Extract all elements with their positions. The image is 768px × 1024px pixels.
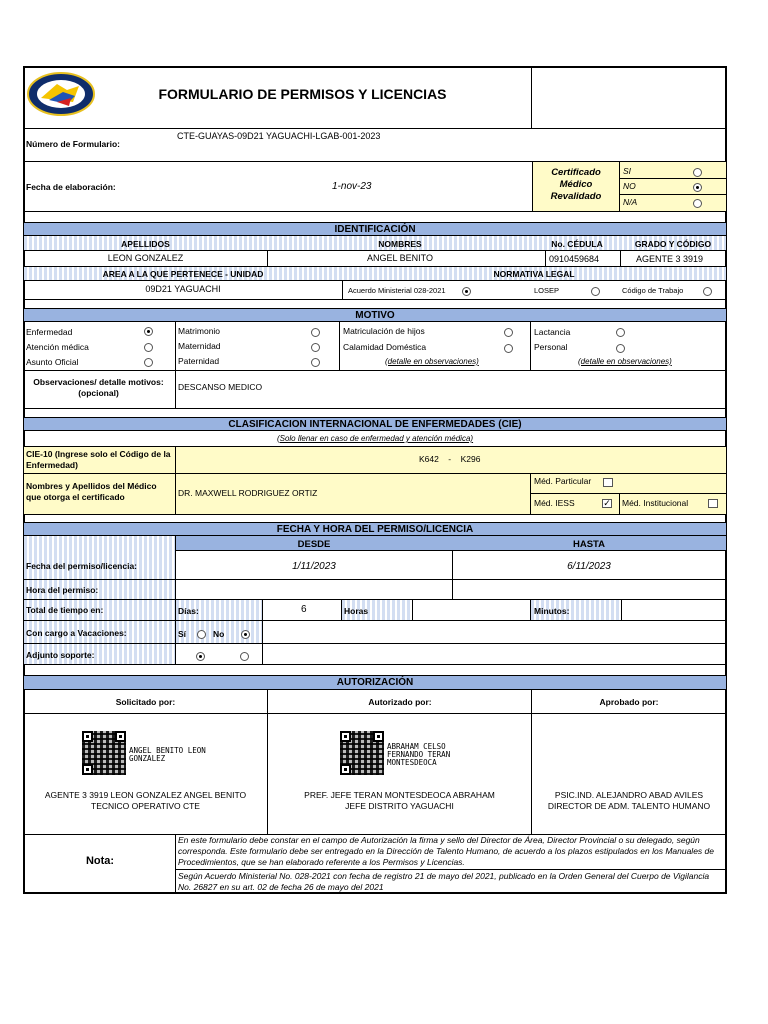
area-value: 09D21 YAGUACHI (145, 284, 221, 294)
motivo-radio-matrimonio[interactable] (311, 328, 320, 337)
minutos-label: Minutos: (534, 606, 570, 616)
cert-option-no: NO (623, 181, 636, 191)
observaciones-label: Observaciones/ detalle motivos: (opcional) (33, 377, 164, 398)
nota-text-1: En este formulario debe constar en el campo de Autorización la firma y sello del Director de Área, Director Provincial o su delegado, según corresponda. Este formulario debe ser entregado en la Dirección de Talento Humano, de acuerdo a los plazos estipulados en los Manuales de Procedimientos, que se han elaborado referente a los Permisos y Licencias. (178, 835, 714, 867)
logo (27, 72, 95, 116)
detalle-observaciones-2: (detalle en observaciones) (578, 357, 672, 366)
numero-label: Número de Formulario: (26, 139, 120, 149)
motivo-calamidad: Calamidad Doméstica (343, 342, 427, 352)
adjunto-radio-1[interactable] (196, 652, 205, 661)
grado-label: GRADO Y CÓDIGO (634, 239, 712, 249)
certificado-box (532, 162, 620, 211)
med-institucional-label: Méd. Institucional (622, 498, 689, 508)
nota-text-2: Según Acuerdo Ministerial No. 028-2021 con fecha de registro 21 de mayo del 2021, publicado en la Orden General del Cuerpo de Vigilancia No. 26827 en su art. 02 de fecha 26 de mayo del 2021 (178, 871, 710, 892)
autorizador-info: PREF. JEFE TERAN MONTESDEOCA ABRAHAM JEFE DISTRITO YAGUACHI (304, 790, 495, 811)
motivo-section-title: MOTIVO (24, 308, 726, 322)
motivo-radio-calamidad[interactable] (504, 344, 513, 353)
vacaciones-no-label: No (213, 629, 225, 639)
fecha-permiso-label: Fecha del permiso/licencia: (26, 561, 138, 571)
motivo-personal: Personal (534, 342, 568, 352)
form-title: FORMULARIO DE PERMISOS Y LICENCIAS (158, 86, 447, 102)
horas-label: Horas (344, 606, 369, 616)
fecha-elaboracion-value: 1-nov-23 (332, 181, 372, 192)
signature-name-autorizador: ABRAHAM CELSO FERNANDO TERAN MONTESDEOCA (387, 742, 451, 767)
aprobado-label: Aprobado por: (599, 697, 659, 707)
adjunto-label: Adjunto soporte: (26, 650, 95, 660)
motivo-radio-atencion[interactable] (144, 343, 153, 352)
motivo-enfermedad: Enfermedad (26, 327, 73, 337)
aprobador-info: PSIC.IND. ALEJANDRO ABAD AVILES DIRECTOR DE ADM. TALENTO HUMANO (547, 790, 711, 811)
qr-signature-solicitante (82, 731, 128, 777)
motivo-maternidad: Maternidad (178, 341, 221, 351)
cert-radio-si[interactable] (693, 168, 702, 177)
vacaciones-label: Con cargo a Vacaciones: (26, 628, 127, 638)
medico-value: DR. MAXWELL RODRIGUEZ ORTIZ (178, 488, 318, 498)
cie-codigo-value: K642 - K296 (419, 454, 481, 464)
cie-codigo-label: CIE-10 (Ingrese solo el Código de la Enfermedad) (26, 449, 171, 470)
numero-value: CTE-GUAYAS-09D21 YAGUACHI-LGAB-001-2023 (177, 131, 381, 141)
dias-value: 6 (301, 604, 307, 615)
cedula-label: No. CÉDULA (551, 239, 603, 249)
grado-value: AGENTE 3 3919 (636, 254, 704, 264)
dias-label: Días: (178, 606, 199, 616)
vacaciones-radio-si[interactable] (197, 630, 206, 639)
desde-value: 1/11/2023 (292, 561, 336, 572)
logo-emblem-icon (27, 72, 95, 116)
motivo-radio-matriculacion[interactable] (504, 328, 513, 337)
cie-section-title: CLASIFICACION INTERNACIONAL DE ENFERMEDADES (CIE) (24, 417, 726, 431)
vacaciones-radio-no[interactable] (241, 630, 250, 639)
med-iess-label: Méd. IESS (534, 498, 575, 508)
nombres-label: NOMBRES (378, 239, 422, 249)
med-institucional-checkbox[interactable] (708, 499, 718, 508)
med-iess-checkbox[interactable]: ✓ (603, 498, 611, 508)
total-tiempo-label: Total de tiempo en: (26, 605, 104, 615)
normativa-losep-label: LOSEP (534, 286, 560, 295)
autorizado-label: Autorizado por: (368, 697, 432, 707)
normativa-label: NORMATIVA LEGAL (493, 269, 575, 279)
nombres-value: ANGEL BENITO (366, 253, 434, 263)
motivo-lactancia: Lactancia (534, 327, 571, 337)
fecha-hora-section-title: FECHA Y HORA DEL PERMISO/LICENCIA (24, 522, 726, 536)
certificado-label: Certificado Médico Revalidado (550, 167, 602, 202)
normativa-radio-codigo[interactable] (703, 287, 712, 296)
desde-label: DESDE (297, 539, 331, 550)
apellidos-value: LEON GONZALEZ (107, 253, 184, 263)
motivo-asunto: Asunto Oficial (26, 357, 79, 367)
motivo-radio-paternidad[interactable] (311, 358, 320, 367)
hora-permiso-label: Hora del permiso: (26, 585, 99, 595)
cert-radio-na[interactable] (693, 199, 702, 208)
medico-label: Nombres y Apellidos del Médico que otorga el certificado (26, 481, 157, 502)
motivo-atencion: Atención médica (26, 342, 89, 352)
identificacion-section-title: IDENTIFICACIÓN (24, 222, 726, 236)
area-label: AREA A LA QUE PERTENECE - UNIDAD (102, 269, 264, 279)
cert-radio-no[interactable] (693, 183, 702, 192)
med-particular-label: Méd. Particular (534, 476, 592, 486)
autorizacion-section-title: AUTORIZACIÓN (24, 675, 726, 690)
adjunto-radio-2[interactable] (240, 652, 249, 661)
hasta-value: 6/11/2023 (567, 561, 611, 572)
motivo-radio-lactancia[interactable] (616, 328, 625, 337)
nota-label: Nota: (85, 855, 115, 867)
normativa-codigo-label: Código de Trabajo (622, 286, 684, 295)
motivo-paternidad: Paternidad (178, 356, 220, 366)
motivo-matrimonio: Matrimonio (178, 326, 221, 336)
normativa-radio-losep[interactable] (591, 287, 600, 296)
motivo-radio-personal[interactable] (616, 344, 625, 353)
observaciones-value: DESCANSO MEDICO (178, 382, 263, 392)
signature-name-solicitante: ANGEL BENITO LEON GONZALEZ (129, 746, 206, 763)
motivo-radio-enfermedad[interactable] (144, 327, 153, 336)
motivo-radio-maternidad[interactable] (311, 343, 320, 352)
cert-option-na: N/A (623, 197, 638, 207)
apellidos-label: APELLIDOS (121, 239, 170, 249)
solicitado-label: Solicitado por: (115, 697, 176, 707)
detalle-observaciones-1: (detalle en observaciones) (385, 357, 479, 366)
cert-option-si: SI (623, 166, 632, 176)
qr-signature-autorizador (340, 731, 386, 777)
hasta-label: HASTA (572, 539, 606, 550)
motivo-matriculacion: Matriculación de hijos (343, 326, 425, 336)
vacaciones-si-label: Sí (178, 629, 187, 639)
cedula-value: 0910459684 (549, 254, 600, 264)
fecha-elaboracion-label: Fecha de elaboración: (26, 182, 116, 192)
solicitante-info: AGENTE 3 3919 LEON GONZALEZ ANGEL BENITO TECNICO OPERATIVO CTE (44, 790, 247, 811)
normativa-acuerdo-label: Acuerdo Ministerial 028-2021 (348, 286, 446, 295)
motivo-radio-asunto[interactable] (144, 358, 153, 367)
med-particular-checkbox[interactable] (603, 478, 613, 487)
normativa-radio-acuerdo[interactable] (462, 287, 471, 296)
cie-subtitle: (Solo llenar en caso de enfermedad y atención médica) (276, 434, 474, 443)
